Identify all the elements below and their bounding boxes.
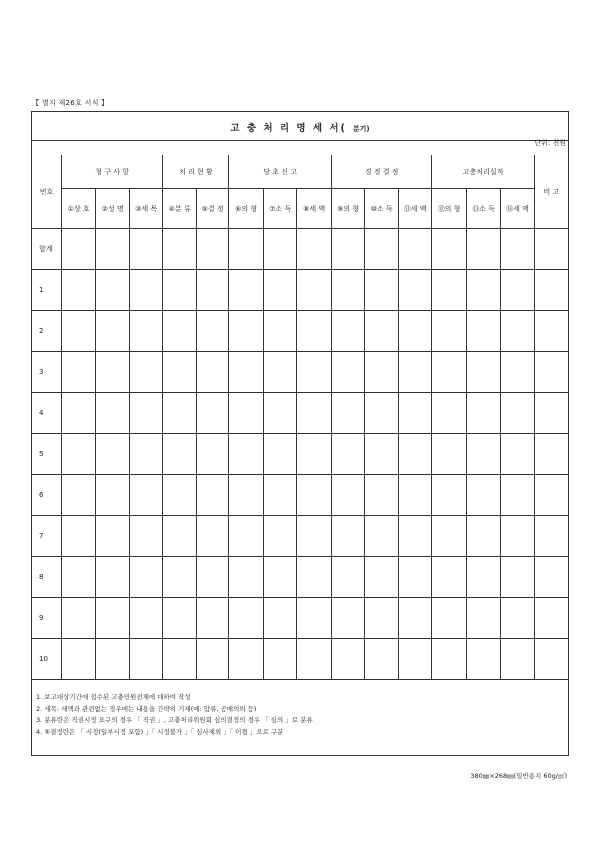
form-title-text: 고 충 처 리 명 세 서( <box>230 123 347 134</box>
table-cell[interactable] <box>398 311 431 352</box>
table-cell[interactable] <box>196 557 228 598</box>
table-cell[interactable] <box>61 352 96 393</box>
table-cell[interactable] <box>331 270 364 311</box>
table-row <box>32 393 568 434</box>
table-cell[interactable] <box>263 434 296 475</box>
table-cell[interactable] <box>163 393 196 434</box>
table-cell[interactable] <box>196 434 228 475</box>
header-sub-col: ⑨의 형 <box>331 189 364 229</box>
table-cell[interactable] <box>196 352 228 393</box>
header-sub-col: ⑦소 득 <box>263 189 296 229</box>
table-cell[interactable] <box>297 270 332 311</box>
table-cell[interactable] <box>163 311 196 352</box>
table-cell[interactable] <box>432 352 467 393</box>
table-cell[interactable] <box>229 434 264 475</box>
table-cell[interactable] <box>501 311 534 352</box>
table-cell[interactable] <box>466 516 501 557</box>
row-label: 7 <box>32 516 61 557</box>
table-cell[interactable] <box>501 516 534 557</box>
table-cell[interactable] <box>196 229 228 270</box>
table-cell[interactable] <box>398 475 431 516</box>
table-cell[interactable] <box>432 516 467 557</box>
header-group-original: 당 초 신 고 <box>229 155 331 189</box>
table-cell[interactable] <box>163 516 196 557</box>
table-cell[interactable] <box>432 311 467 352</box>
table-cell[interactable] <box>263 352 296 393</box>
table-row <box>32 639 568 680</box>
table-cell[interactable] <box>263 229 296 270</box>
table-cell[interactable] <box>534 639 568 680</box>
table-cell[interactable] <box>196 516 228 557</box>
header-sub-col: ①상 호 <box>61 189 96 229</box>
table-cell[interactable] <box>129 516 162 557</box>
table-cell[interactable] <box>331 311 364 352</box>
header-sub-col: ⑧세 액 <box>297 189 332 229</box>
table-cell[interactable] <box>398 229 431 270</box>
table-cell[interactable] <box>466 229 501 270</box>
table-cell[interactable] <box>365 434 398 475</box>
table-cell[interactable] <box>163 229 196 270</box>
table-cell[interactable] <box>61 516 96 557</box>
form-title <box>32 120 568 134</box>
table-cell[interactable] <box>331 639 364 680</box>
table-cell[interactable] <box>534 475 568 516</box>
table-cell[interactable] <box>196 639 228 680</box>
header-sub-col: ⑥의 형 <box>229 189 264 229</box>
table-row <box>32 229 568 270</box>
table-cell[interactable] <box>129 311 162 352</box>
table-cell[interactable] <box>61 639 96 680</box>
table-cell[interactable] <box>96 639 129 680</box>
row-label: 1 <box>32 270 61 311</box>
table-cell[interactable] <box>297 557 332 598</box>
table-cell[interactable] <box>432 229 467 270</box>
table-cell[interactable] <box>534 229 568 270</box>
table-cell[interactable] <box>365 598 398 639</box>
table-cell[interactable] <box>229 475 264 516</box>
table-cell[interactable] <box>501 557 534 598</box>
table-cell[interactable] <box>365 352 398 393</box>
table-cell[interactable] <box>432 434 467 475</box>
table-cell[interactable] <box>163 475 196 516</box>
table-cell[interactable] <box>61 434 96 475</box>
table-row <box>32 557 568 598</box>
table-cell[interactable] <box>96 475 129 516</box>
header-sub-col: ③세 목 <box>129 189 162 229</box>
table-cell[interactable] <box>263 475 296 516</box>
table-cell[interactable] <box>331 434 364 475</box>
table-cell[interactable] <box>501 598 534 639</box>
table-row <box>32 352 568 393</box>
table-cell[interactable] <box>96 516 129 557</box>
table-cell[interactable] <box>163 352 196 393</box>
table-cell[interactable] <box>96 352 129 393</box>
table-cell[interactable] <box>96 229 129 270</box>
table-cell[interactable] <box>96 270 129 311</box>
header-group-status: 처 리 현 황 <box>163 155 229 189</box>
table-cell[interactable] <box>365 311 398 352</box>
table-cell[interactable] <box>466 557 501 598</box>
table-cell[interactable] <box>263 270 296 311</box>
note-line: 2. 세목: 세액과 관련없는 경우에는 내용을 간략히 기재(예: 압류, 공매의뢰 등) <box>36 704 257 713</box>
table-cell[interactable] <box>534 434 568 475</box>
table-cell[interactable] <box>501 229 534 270</box>
table-cell[interactable] <box>331 393 364 434</box>
table-cell[interactable] <box>501 434 534 475</box>
table-cell[interactable] <box>432 475 467 516</box>
table-cell[interactable] <box>129 270 162 311</box>
table-cell[interactable] <box>163 598 196 639</box>
row-label: 9 <box>32 598 61 639</box>
table-cell[interactable] <box>501 639 534 680</box>
table-cell[interactable] <box>365 229 398 270</box>
table-cell[interactable] <box>398 557 431 598</box>
row-label: 합계 <box>32 229 61 270</box>
table-body <box>32 229 568 680</box>
table-row <box>32 270 568 311</box>
table-cell[interactable] <box>365 393 398 434</box>
table-cell[interactable] <box>229 311 264 352</box>
table-cell[interactable] <box>96 598 129 639</box>
table-cell[interactable] <box>466 598 501 639</box>
table-cell[interactable] <box>365 639 398 680</box>
paper-spec-footer: 380㎜×268㎜(일반용지 60g/㎡) <box>470 772 567 780</box>
title-row <box>32 112 568 141</box>
row-label: 2 <box>32 311 61 352</box>
table-cell[interactable] <box>129 393 162 434</box>
table-cell[interactable] <box>263 311 296 352</box>
table-cell[interactable] <box>398 639 431 680</box>
table-cell[interactable] <box>196 475 228 516</box>
table-cell[interactable] <box>129 434 162 475</box>
table-cell[interactable] <box>398 598 431 639</box>
table-cell[interactable] <box>61 475 96 516</box>
table-cell[interactable] <box>365 557 398 598</box>
table-cell[interactable] <box>297 639 332 680</box>
header-sub-col: ⑭세 액 <box>501 189 534 229</box>
table-cell[interactable] <box>229 516 264 557</box>
note-line: 1. 보고대상기간에 접수된 고충민원전체에 대하여 작성 <box>36 693 191 701</box>
table-cell[interactable] <box>297 311 332 352</box>
table-cell[interactable] <box>263 598 296 639</box>
header-sub-col: ⑩소 득 <box>365 189 398 229</box>
table-cell[interactable] <box>331 516 364 557</box>
table-cell[interactable] <box>331 352 364 393</box>
grievance-table <box>32 155 568 680</box>
table-cell[interactable] <box>263 516 296 557</box>
table-cell[interactable] <box>61 229 96 270</box>
table-cell[interactable] <box>466 270 501 311</box>
table-cell[interactable] <box>196 311 228 352</box>
table-cell[interactable] <box>96 311 129 352</box>
table-row <box>32 598 568 639</box>
table-cell[interactable] <box>129 557 162 598</box>
table-cell[interactable] <box>297 434 332 475</box>
table-cell[interactable] <box>263 639 296 680</box>
table-cell[interactable] <box>501 393 534 434</box>
row-label: 6 <box>32 475 61 516</box>
table-cell[interactable] <box>466 393 501 434</box>
table-cell[interactable] <box>61 311 96 352</box>
table-cell[interactable] <box>365 516 398 557</box>
header-sub-col: ⑤결 정 <box>196 189 228 229</box>
table-cell[interactable] <box>96 557 129 598</box>
table-cell[interactable] <box>365 270 398 311</box>
table-cell[interactable] <box>196 270 228 311</box>
header-group-correction: 경 정 결 정 <box>331 155 431 189</box>
table-cell[interactable] <box>297 352 332 393</box>
table-cell[interactable] <box>432 270 467 311</box>
row-label: 3 <box>32 352 61 393</box>
table-cell[interactable] <box>229 229 264 270</box>
table-cell[interactable] <box>432 393 467 434</box>
table-cell[interactable] <box>398 352 431 393</box>
header-sub-col: ⑬소 득 <box>466 189 501 229</box>
table-cell[interactable] <box>229 598 264 639</box>
table-cell[interactable] <box>297 598 332 639</box>
table-cell[interactable] <box>96 434 129 475</box>
table-cell[interactable] <box>96 393 129 434</box>
table-cell[interactable] <box>129 352 162 393</box>
table-cell[interactable] <box>196 393 228 434</box>
table-cell[interactable] <box>534 598 568 639</box>
header-group-results: 고충처리실적 <box>432 155 534 189</box>
header-row-sub <box>32 189 568 229</box>
table-cell[interactable] <box>534 557 568 598</box>
table-cell[interactable] <box>263 393 296 434</box>
header-no: 번호 <box>32 155 61 229</box>
table-cell[interactable] <box>61 270 96 311</box>
table-cell[interactable] <box>331 475 364 516</box>
table-cell[interactable] <box>297 516 332 557</box>
header-sub-col: ④분 류 <box>163 189 196 229</box>
form-number-label: 【 별지 제26호 서식 】 <box>32 99 109 107</box>
table-cell[interactable] <box>61 393 96 434</box>
table-cell[interactable] <box>365 475 398 516</box>
table-cell[interactable] <box>229 557 264 598</box>
header-row-groups <box>32 155 568 189</box>
row-label: 5 <box>32 434 61 475</box>
row-label: 8 <box>32 557 61 598</box>
table-cell[interactable] <box>432 598 467 639</box>
table-cell[interactable] <box>196 598 228 639</box>
table-cell[interactable] <box>398 393 431 434</box>
table-cell[interactable] <box>163 557 196 598</box>
note-line: 3. 분류란은 직권시정 요구의 경우 「 직권 」, 고충처리위원회 심의결정의 경우 「 심의 」로 분류 <box>36 716 313 724</box>
table-row <box>32 311 568 352</box>
table-cell[interactable] <box>129 639 162 680</box>
table-cell[interactable] <box>129 598 162 639</box>
table-cell[interactable] <box>229 639 264 680</box>
table-cell[interactable] <box>297 393 332 434</box>
row-label: 4 <box>32 393 61 434</box>
table-cell[interactable] <box>398 516 431 557</box>
table-row <box>32 475 568 516</box>
table-cell[interactable] <box>297 229 332 270</box>
table-cell[interactable] <box>534 311 568 352</box>
header-group-request: 청 구 사 항 <box>61 155 162 189</box>
header-sub-col: ⑪세 액 <box>398 189 431 229</box>
table-cell[interactable] <box>432 639 467 680</box>
table-cell[interactable] <box>534 393 568 434</box>
table-cell[interactable] <box>466 639 501 680</box>
table-cell[interactable] <box>61 557 96 598</box>
table-cell[interactable] <box>534 270 568 311</box>
table-cell[interactable] <box>331 229 364 270</box>
table-cell[interactable] <box>263 557 296 598</box>
table-cell[interactable] <box>466 311 501 352</box>
table-cell[interactable] <box>297 475 332 516</box>
table-cell[interactable] <box>534 516 568 557</box>
form-title-quarter: 분기) <box>352 125 370 133</box>
form-frame <box>31 111 569 756</box>
unit-label: 단위: 천원 <box>534 139 566 147</box>
table-cell[interactable] <box>501 352 534 393</box>
table-cell[interactable] <box>229 270 264 311</box>
row-label: 10 <box>32 639 61 680</box>
table-cell[interactable] <box>501 475 534 516</box>
table-cell[interactable] <box>61 598 96 639</box>
table-cell[interactable] <box>398 270 431 311</box>
table-row <box>32 434 568 475</box>
table-cell[interactable] <box>534 352 568 393</box>
header-remark: 비 고 <box>534 155 568 229</box>
header-sub-col: ⑫의 형 <box>432 189 467 229</box>
header-sub-col: ②성 명 <box>96 189 129 229</box>
table-cell[interactable] <box>229 352 264 393</box>
table-cell[interactable] <box>398 434 431 475</box>
table-cell[interactable] <box>466 434 501 475</box>
table-cell[interactable] <box>331 557 364 598</box>
table-cell[interactable] <box>163 270 196 311</box>
table-cell[interactable] <box>163 434 196 475</box>
table-cell[interactable] <box>466 352 501 393</box>
table-row <box>32 516 568 557</box>
notes <box>36 692 313 738</box>
table-cell[interactable] <box>229 393 264 434</box>
table-cell[interactable] <box>129 475 162 516</box>
table-cell[interactable] <box>163 639 196 680</box>
table-cell[interactable] <box>466 475 501 516</box>
table-cell[interactable] <box>129 229 162 270</box>
note-line: 4. ⑤결정란은 「 시정(일부시정 포함) 」「 시정불가 」「 심사제외 」「 이첩 」으로 구분 <box>36 727 284 736</box>
table-cell[interactable] <box>331 598 364 639</box>
table-cell[interactable] <box>501 270 534 311</box>
table-cell[interactable] <box>432 557 467 598</box>
